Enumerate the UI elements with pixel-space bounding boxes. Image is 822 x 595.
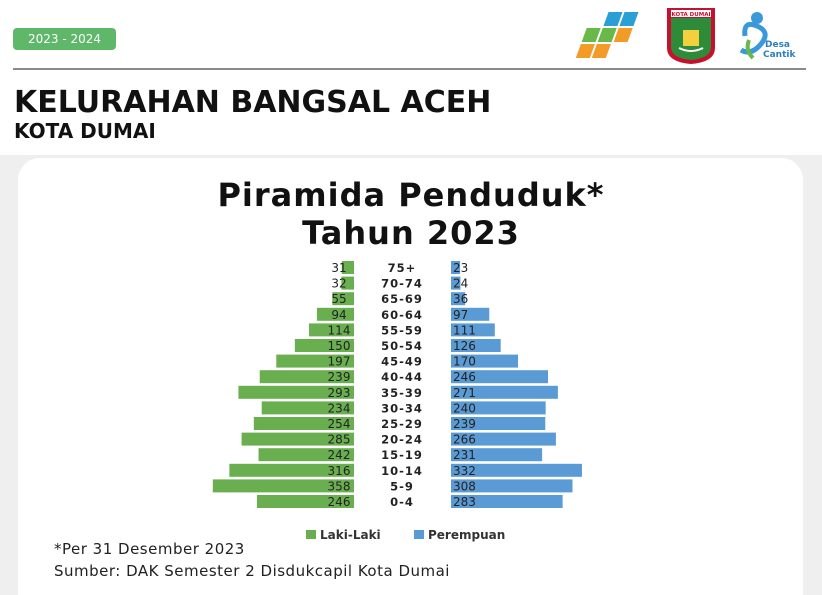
chart-title-line1: Piramida Penduduk* — [217, 176, 605, 214]
value-label-laki-laki-5-9: 358 — [327, 479, 351, 494]
age-group-label-65-69: 65-69 — [381, 292, 423, 307]
legend-swatch-laki-laki — [306, 530, 316, 539]
value-label-perempuan-75+: 23 — [453, 261, 469, 275]
age-group-label-10-14: 10-14 — [381, 463, 423, 478]
chart-legend — [306, 528, 505, 542]
value-label-laki-laki-10-14: 316 — [327, 463, 351, 478]
age-group-label-55-59: 55-59 — [381, 323, 423, 338]
age-group-label-20-24: 20-24 — [381, 432, 423, 447]
value-label-laki-laki-65-69: 55 — [331, 292, 347, 307]
age-group-label-35-39: 35-39 — [381, 385, 423, 400]
period-badge: 2023 - 2024 — [13, 28, 116, 50]
legend-label-perempuan: Perempuan — [428, 528, 506, 542]
age-group-label-60-64: 60-64 — [381, 307, 423, 322]
age-group-label-50-54: 50-54 — [381, 339, 423, 353]
value-label-perempuan-20-24: 266 — [453, 432, 476, 447]
value-label-laki-laki-75+: 31 — [331, 261, 347, 275]
bars-perempuan — [451, 261, 582, 509]
value-label-laki-laki-25-29: 254 — [327, 417, 351, 431]
value-label-perempuan-15-19: 231 — [453, 448, 476, 463]
value-label-laki-laki-15-19: 242 — [327, 448, 351, 463]
value-label-perempuan-35-39: 271 — [453, 385, 476, 400]
value-label-perempuan-40-44: 246 — [453, 370, 476, 385]
value-label-laki-laki-50-54: 150 — [327, 339, 351, 353]
value-label-perempuan-30-34: 240 — [453, 401, 476, 416]
source-note: Sumber: DAK Semester 2 Disdukcapil Kota Dumai — [54, 562, 450, 580]
value-label-perempuan-10-14: 332 — [453, 463, 476, 478]
desa-cantik-line2: Cantik — [763, 50, 796, 60]
age-group-label-15-19: 15-19 — [381, 448, 423, 463]
age-group-label-75+: 75+ — [387, 261, 417, 275]
value-label-laki-laki-30-34: 234 — [327, 401, 351, 416]
age-group-labels — [381, 261, 423, 509]
value-label-perempuan-70-74: 24 — [453, 276, 469, 291]
page-subtitle: KOTA DUMAI — [14, 119, 156, 143]
age-group-label-45-49: 45-49 — [381, 354, 423, 369]
age-group-label-30-34: 30-34 — [381, 401, 423, 416]
footnote: *Per 31 Desember 2023 — [54, 540, 245, 558]
legend-label-laki-laki: Laki-Laki — [320, 528, 381, 542]
value-label-laki-laki-45-49: 197 — [327, 354, 351, 369]
age-group-label-5-9: 5-9 — [390, 479, 414, 494]
legend-swatch-perempuan — [414, 530, 424, 539]
value-label-perempuan-50-54: 126 — [453, 339, 476, 353]
value-label-perempuan-60-64: 97 — [453, 307, 469, 322]
value-label-laki-laki-60-64: 94 — [331, 307, 347, 322]
chart-title-line2: Tahun 2023 — [302, 214, 520, 252]
value-label-laki-laki-70-74: 32 — [331, 276, 347, 291]
age-group-label-25-29: 25-29 — [381, 417, 423, 431]
value-label-perempuan-45-49: 170 — [453, 354, 476, 369]
value-label-perempuan-0-4: 283 — [453, 495, 476, 509]
crest-label: KOTA DUMAI — [671, 12, 711, 18]
value-label-perempuan-25-29: 239 — [453, 417, 476, 431]
page-title: KELURAHAN BANGSAL ACEH — [14, 85, 492, 120]
value-label-laki-laki-40-44: 239 — [327, 370, 351, 385]
value-label-laki-laki-20-24: 285 — [327, 432, 351, 447]
value-label-perempuan-65-69: 36 — [453, 292, 469, 307]
value-label-perempuan-55-59: 111 — [453, 323, 476, 338]
age-group-label-40-44: 40-44 — [381, 370, 423, 385]
desa-cantik-line1: Desa — [765, 40, 791, 50]
bars-laki-laki — [213, 261, 354, 509]
value-label-laki-laki-55-59: 114 — [327, 323, 351, 338]
value-label-laki-laki-0-4: 246 — [327, 495, 351, 509]
value-label-perempuan-5-9: 308 — [453, 479, 476, 494]
value-label-laki-laki-35-39: 293 — [327, 385, 351, 400]
age-group-label-70-74: 70-74 — [381, 276, 423, 291]
age-group-label-0-4: 0-4 — [390, 495, 414, 509]
